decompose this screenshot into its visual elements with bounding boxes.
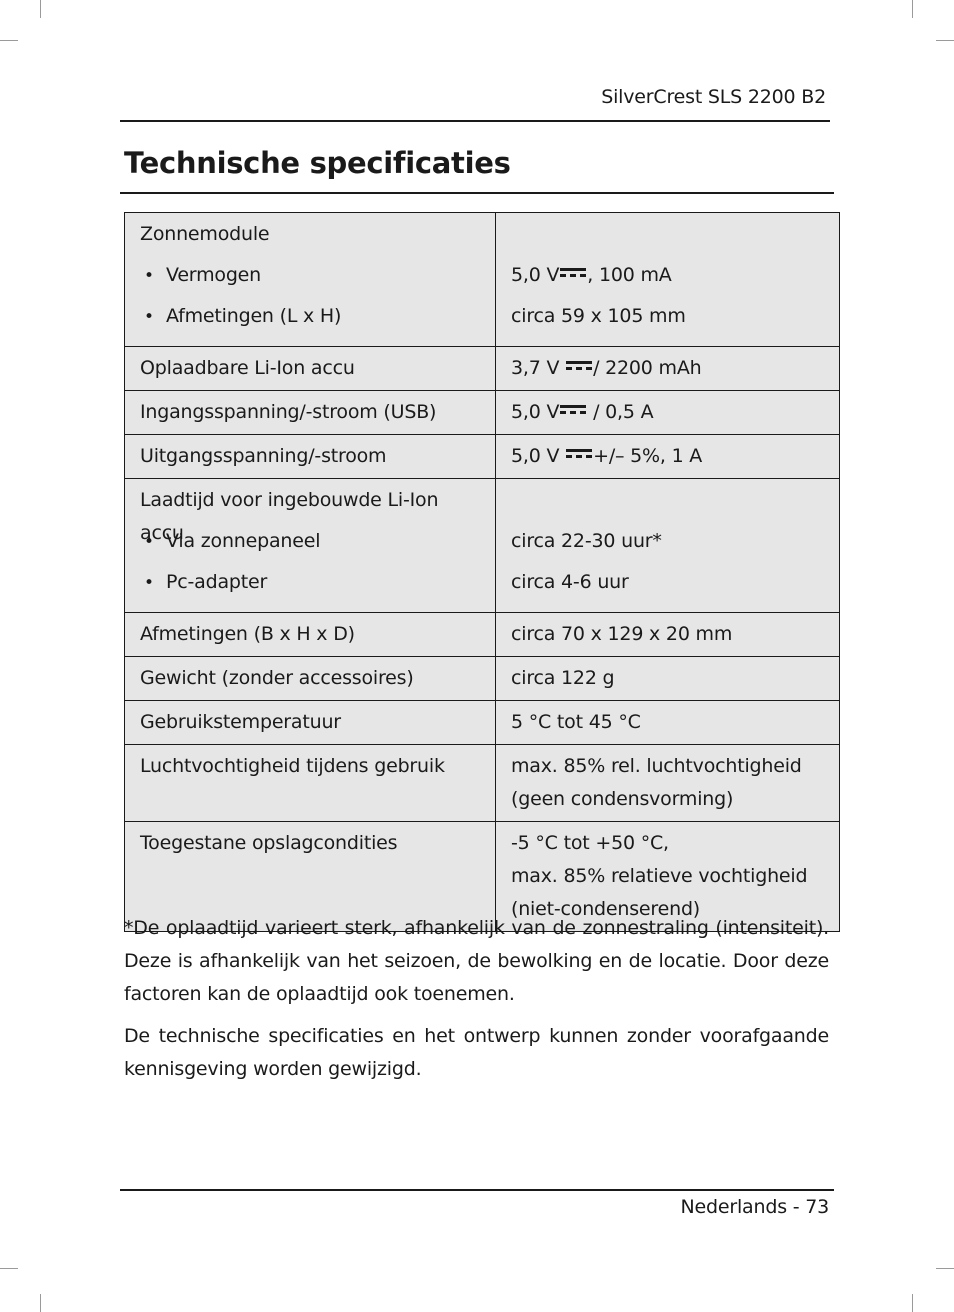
spec-label: Ingangsspanning/-stroom (USB) bbox=[125, 391, 496, 435]
spec-label: Afmetingen (B x H x D) bbox=[125, 613, 496, 657]
notice-text: De technische specificaties en het ontwerp kunnen zonder voorafgaande kennisgeving worden gewijzigd. bbox=[124, 1025, 829, 1080]
spec-sub-label: • Via zonnepaneel bbox=[140, 525, 483, 566]
spec-label-cell bbox=[125, 479, 496, 613]
table-row bbox=[125, 347, 840, 391]
title-rule bbox=[120, 192, 834, 194]
table-row bbox=[125, 213, 840, 347]
table-row bbox=[125, 657, 840, 701]
table-row bbox=[125, 701, 840, 745]
spec-value-cell bbox=[496, 745, 840, 822]
spec-label: Gewicht (zonder accessoires) bbox=[125, 657, 496, 701]
spec-sub-label: • Afmetingen (L x H) bbox=[140, 300, 483, 341]
header-product-name: SilverCrest SLS 2200 B2 bbox=[601, 86, 826, 108]
spec-value: 5,0 V +/– 5%, 1 A bbox=[496, 435, 840, 479]
page-title: Technische specificaties bbox=[124, 146, 511, 180]
table-row bbox=[125, 435, 840, 479]
table-row bbox=[125, 479, 840, 613]
page-number: Nederlands - 73 bbox=[680, 1196, 829, 1218]
spec-value: circa 4-6 uur bbox=[511, 571, 629, 593]
crop-mark bbox=[936, 1268, 954, 1269]
table-row bbox=[125, 391, 840, 435]
crop-mark bbox=[0, 40, 18, 41]
spec-value: circa 122 g bbox=[496, 657, 840, 701]
dc-current-symbol-icon bbox=[560, 266, 586, 280]
dc-current-symbol-icon bbox=[560, 403, 586, 417]
spec-label: Laadtijd voor ingebouwde Li-Ion accu bbox=[140, 489, 439, 544]
spec-value: circa 22-30 uur* bbox=[511, 530, 662, 552]
spec-value: max. 85% rel. luchtvochtigheid bbox=[511, 755, 802, 777]
spec-label: Toegestane opslagcondities bbox=[125, 822, 496, 932]
footnote: *De oplaadtijd varieert sterk, afhankelijk van de zonnestraling (intensiteit). Deze is afhankelijk van het seizoen, de bewolking en de locatie. Door deze factoren kan de oplaadtijd ook toenemen. bbox=[124, 917, 829, 1005]
footer-rule bbox=[120, 1189, 834, 1191]
spec-label: Gebruikstemperatuur bbox=[125, 701, 496, 745]
spec-value: 5,0 V / 0,5 A bbox=[496, 391, 840, 435]
table-row bbox=[125, 613, 840, 657]
spec-value: max. 85% relatieve vochtigheid bbox=[511, 865, 808, 887]
crop-mark bbox=[936, 40, 954, 41]
spec-label: Uitgangsspanning/-stroom bbox=[125, 435, 496, 479]
table-row bbox=[125, 745, 840, 822]
spec-table bbox=[124, 212, 840, 932]
spec-value: -5 °C tot +50 °C, bbox=[511, 832, 669, 854]
spec-value: circa 70 x 129 x 20 mm bbox=[496, 613, 840, 657]
spec-sub-label: • Pc-adapter bbox=[140, 566, 483, 607]
spec-value: (geen condensvorming) bbox=[511, 788, 734, 810]
crop-mark bbox=[40, 1294, 41, 1312]
crop-mark bbox=[40, 0, 41, 18]
dc-current-symbol-icon bbox=[566, 447, 592, 461]
spec-value: 3,7 V / 2200 mAh bbox=[496, 347, 840, 391]
header-rule bbox=[120, 120, 830, 122]
spec-value: 5 °C tot 45 °C bbox=[496, 701, 840, 745]
spec-label: Luchtvochtigheid tijdens gebruik bbox=[125, 745, 496, 822]
spec-value-cell bbox=[496, 479, 840, 613]
spec-value-cell bbox=[496, 213, 840, 347]
crop-mark bbox=[0, 1268, 18, 1269]
dc-current-symbol-icon bbox=[566, 359, 592, 373]
spec-value: (niet-condenserend) bbox=[511, 898, 701, 920]
crop-mark bbox=[912, 0, 913, 18]
spec-label: Zonnemodule bbox=[140, 223, 270, 245]
spec-label: Oplaadbare Li-Ion accu bbox=[125, 347, 496, 391]
spec-value: 5,0 V , 100 mA bbox=[511, 264, 672, 286]
spec-sub-label: • Vermogen bbox=[140, 259, 483, 300]
spec-label-cell bbox=[125, 213, 496, 347]
crop-mark bbox=[912, 1294, 913, 1312]
spec-value: circa 59 x 105 mm bbox=[511, 305, 686, 327]
